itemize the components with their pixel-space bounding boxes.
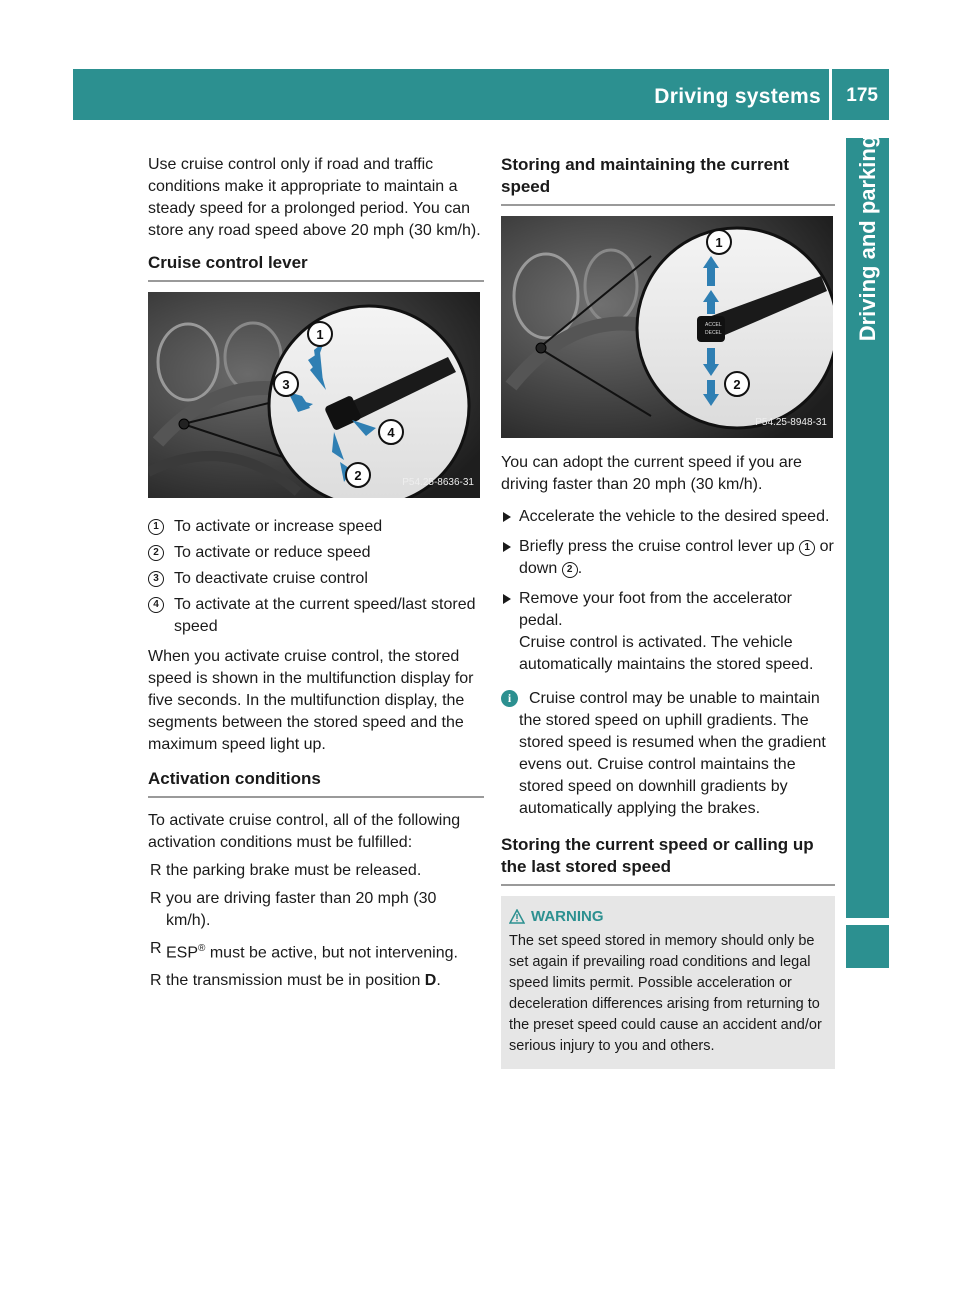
legend-item bbox=[148, 542, 484, 564]
condition-text: the parking brake must be released. bbox=[166, 862, 422, 879]
condition-item bbox=[148, 938, 484, 964]
heading-storing-calling-up: Storing the current speed or calling up the last stored speed bbox=[501, 834, 835, 886]
bullet-marker: R bbox=[150, 972, 162, 990]
gear-position: D bbox=[424, 972, 437, 990]
condition-text: you are driving faster than 20 mph (30 km/h). bbox=[166, 890, 437, 929]
condition-text-esp: ESP bbox=[166, 944, 199, 962]
step-item bbox=[501, 536, 835, 580]
warning-title-row bbox=[509, 906, 827, 927]
condition-text-end: . bbox=[436, 972, 441, 990]
heading-storing-maintaining: Storing and maintaining the current speed bbox=[501, 154, 835, 206]
legend-text: To deactivate cruise control bbox=[174, 570, 368, 587]
info-note bbox=[501, 688, 835, 820]
step-text: Accelerate the vehicle to the desired speed. bbox=[519, 508, 830, 525]
info-icon: i bbox=[501, 690, 518, 707]
page-number: 175 bbox=[846, 85, 878, 106]
right-column bbox=[501, 154, 835, 1069]
warning-triangle-icon bbox=[509, 909, 525, 924]
conditions-intro: To activate cruise control, all of the following activation conditions must be fulfilled: bbox=[148, 812, 461, 851]
number-badge: 2 bbox=[562, 562, 578, 578]
activation-paragraph: When you activate cruise control, the stored speed is shown in the multifunction display for five seconds. In the multifunction display, the segments between the stored speed and the maximum speed light up. bbox=[148, 648, 474, 753]
figure-cruise-control-lever bbox=[148, 292, 480, 498]
side-tab-label: Driving and parking bbox=[854, 134, 880, 342]
warning-title: WARNING bbox=[531, 908, 604, 925]
section-title: Driving systems bbox=[654, 85, 821, 108]
side-tab-marker bbox=[846, 925, 889, 968]
callout-4: 4 bbox=[387, 425, 395, 440]
step-arrow-icon bbox=[503, 594, 511, 604]
step-text-end: . bbox=[577, 560, 583, 577]
adopt-paragraph: You can adopt the current speed if you are driving faster than 20 mph (30 km/h). bbox=[501, 454, 802, 493]
condition-text: must be active, but not intervening. bbox=[205, 944, 458, 962]
legend-text: To activate or increase speed bbox=[174, 518, 383, 535]
lever-accel-text: ACCEL bbox=[705, 322, 722, 328]
number-badge: 4 bbox=[148, 597, 164, 613]
figure-code: P54.25-8636-31 bbox=[402, 477, 474, 488]
figure-code: P54.25-8948-31 bbox=[755, 417, 827, 428]
step-item bbox=[501, 588, 835, 676]
callout-1: 1 bbox=[316, 327, 324, 342]
header-bar bbox=[73, 69, 889, 120]
legend-item bbox=[148, 594, 484, 638]
info-text: Cruise control may be unable to maintain the stored speed on uphill gradients. The stored speed is resumed when the gradient evens out. Cruise control maintains the stored speed on downhill gradients by automatically applying the brakes. bbox=[519, 690, 826, 817]
warning-box bbox=[501, 896, 835, 1069]
callout-1: 1 bbox=[715, 235, 723, 250]
side-tab bbox=[846, 134, 889, 918]
number-badge: 3 bbox=[148, 571, 164, 587]
lever-decel-text: DECEL bbox=[705, 330, 722, 336]
step-arrow-icon bbox=[503, 542, 511, 552]
condition-item bbox=[148, 888, 484, 932]
callout-3: 3 bbox=[282, 377, 290, 392]
heading-cruise-control-lever: Cruise control lever bbox=[148, 252, 484, 282]
condition-item bbox=[148, 860, 484, 882]
step-text: Remove your foot from the accelerator pedal. bbox=[519, 590, 793, 629]
bullet-marker: R bbox=[150, 890, 162, 907]
legend-text: To activate at the current speed/last stored speed bbox=[174, 596, 476, 635]
callout-2: 2 bbox=[733, 377, 741, 392]
step-result-text: Cruise control is activated. The vehicle automatically maintains the stored speed. bbox=[519, 634, 814, 673]
step-text: Briefly press the cruise control lever up bbox=[519, 538, 800, 555]
left-column bbox=[148, 154, 484, 998]
registered-mark: ® bbox=[198, 943, 206, 954]
callout-2: 2 bbox=[354, 468, 362, 483]
heading-activation-conditions: Activation conditions bbox=[148, 768, 484, 798]
number-badge: 2 bbox=[148, 545, 164, 561]
legend-item bbox=[148, 516, 484, 538]
figure-storing-speed bbox=[501, 216, 833, 438]
legend-item bbox=[148, 568, 484, 590]
number-badge: 1 bbox=[799, 540, 815, 556]
bullet-marker: R bbox=[150, 940, 162, 957]
step-text-mid: or down bbox=[519, 538, 834, 577]
condition-text: the transmission must be in position bbox=[166, 972, 425, 990]
condition-item bbox=[148, 970, 484, 992]
warning-text: The set speed stored in memory should only be set again if prevailing road conditions and legal speed limits permit. Possible acceleration or deceleration differences arising from returning to the preset speed could cause an accident and/or serious injury to you and others. bbox=[509, 933, 822, 1054]
header-divider bbox=[829, 69, 832, 120]
intro-paragraph: Use cruise control only if road and traffic conditions make it appropriate to maintain a steady speed for a prolonged period. You can store any road speed above 20 mph (30 km/h). bbox=[148, 156, 481, 239]
step-arrow-icon bbox=[503, 512, 511, 522]
number-badge: 1 bbox=[148, 519, 164, 535]
bullet-marker: R bbox=[150, 862, 162, 879]
step-item bbox=[501, 506, 835, 528]
legend-text: To activate or reduce speed bbox=[174, 544, 371, 561]
